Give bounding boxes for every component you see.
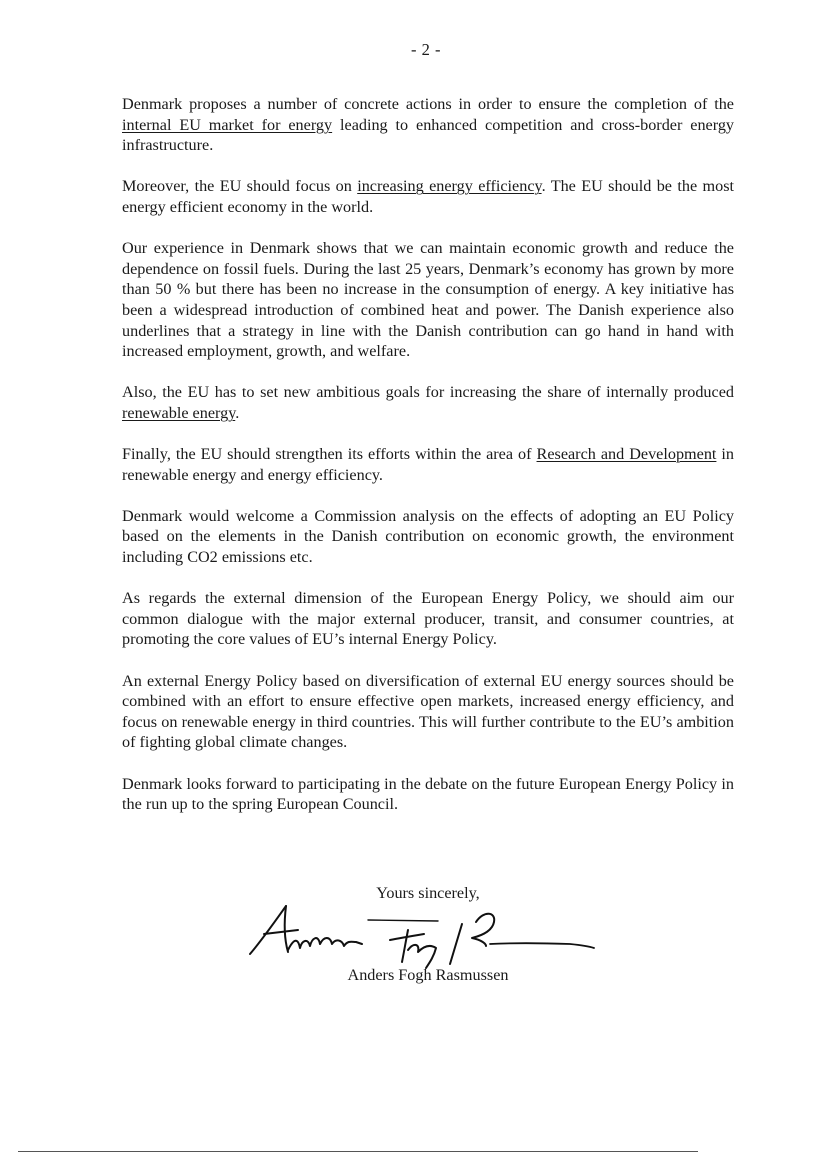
underlined-phrase: internal EU market for energy [122, 115, 333, 134]
paragraph-text: in renewable energy and energy efficiency. [122, 445, 735, 484]
paragraph-text: Moreover, the EU should focus on [122, 177, 358, 196]
paragraph-internal-market [122, 94, 734, 156]
page-number: - 2 - [411, 40, 441, 59]
paragraph-text: leading to enhanced competition and cross-border energy infrastructure. [122, 115, 735, 155]
paragraph-commission-analysis: Denmark would welcome a Commission analysis on the effects of adopting an EU Policy based on the elements in the Danish contribution on economic growth, the environment including CO2 emissions etc. [122, 506, 734, 567]
handwritten-signature [240, 900, 600, 972]
paragraph-text: . The EU should be the most energy efficient economy in the world. [122, 177, 734, 216]
paragraph-closing-remarks: Denmark looks forward to participating in the debate on the future European Energy Policy in the run up to the spring European Council. [122, 774, 734, 814]
paragraph-danish-experience: Our experience in Denmark shows that we can maintain economic growth and reduce the dependence on fossil fuels. During the last 25 years, Denmark’s economy has grown by more than 50 % but there has been no increase in the consumption of energy. A key initiative has been a widespread introduction of combined heat and power. The Danish experience also underlines that a strategy in line with the Danish contribution can go hand in hand with increased employment, growth, and welfare. [122, 239, 734, 361]
paragraph-text: Denmark proposes a number of concrete actions in order to ensure the completion of the [122, 95, 734, 113]
closing-salutation: Yours sincerely, [376, 884, 480, 902]
signer-name: Anders Fogh Rasmussen [347, 966, 509, 984]
paragraph-text: . [235, 403, 240, 422]
underlined-phrase: renewable energy [122, 403, 236, 422]
underlined-phrase: Research and Development [536, 445, 717, 464]
bottom-rule [18, 1151, 698, 1152]
paragraph-energy-efficiency [122, 176, 734, 217]
paragraph-text: Finally, the EU should strengthen its efforts within the area of [122, 445, 537, 464]
paragraph-renewable-energy [122, 382, 734, 423]
paragraph-external-policy: An external Energy Policy based on diversification of external EU energy sources should be combined with an effort to ensure effective open markets, increased energy efficiency, and focus on renewable energy in third countries. This will further contribute to the EU’s ambition of fighting global climate changes. [122, 671, 734, 752]
underlined-phrase: increasing energy efficiency [357, 177, 542, 196]
letter-body [122, 94, 734, 815]
paragraph-research-development [122, 444, 734, 485]
paragraph-text: Also, the EU has to set new ambitious goals for increasing the share of internally produced [122, 383, 734, 402]
paragraph-external-dimension: As regards the external dimension of the European Energy Policy, we should aim our common dialogue with the major external producer, transit, and consumer countries, at promoting the core values of EU’s internal Energy Policy. [122, 589, 734, 649]
